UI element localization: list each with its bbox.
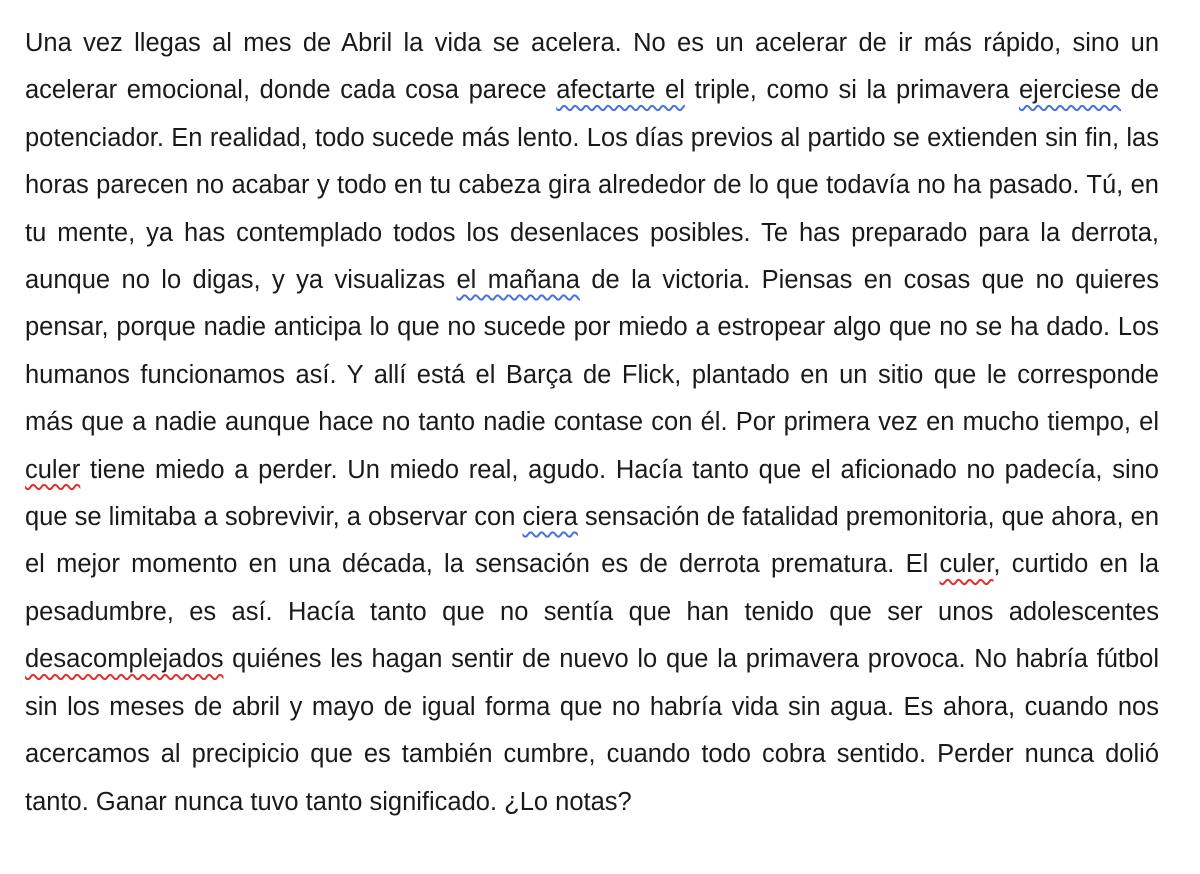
text-run: de potenciador. En realidad, todo sucede más lento. Los días previos al partido se extienden sin fin, las horas parecen no acabar y todo en tu cabeza gira alrededor de lo que todavía no ha pasado. Tú, en tu mente, ya has contemplado todos los desenlaces posibles. Te has preparado para la derrota, aunque no lo digas, y ya visualizas <box>25 76 1160 295</box>
grammar-flag[interactable]: afectarte el <box>556 76 685 105</box>
grammar-flag[interactable]: ejerciese <box>1018 76 1122 105</box>
document-page <box>25 20 1159 826</box>
spelling-flag[interactable]: desacomplejados <box>25 645 224 674</box>
body-paragraph[interactable] <box>25 20 1159 826</box>
spelling-flag[interactable]: culer <box>939 550 994 579</box>
text-run: de la victoria. Piensas en cosas que no quieres pensar, porque nadie anticipa lo que no sucede por miedo a estropear algo que no se ha dado. Los humanos funcionamos así. Y allí está el Barça de Flick, plantado en un sitio que le corresponde más que a nadie aunque hace no tanto nadie contase con él. Por primera vez en mucho tiempo, el <box>25 266 1159 437</box>
grammar-flag[interactable]: el mañana <box>456 266 580 295</box>
text-run: triple, como si la primavera <box>684 76 1019 105</box>
text-run: Una vez llegas al mes de Abril la vida se acelera. No es un acelerar de ir más rápido, sino un acelerar emocional, donde cada cosa parece <box>25 29 1159 105</box>
text-run: quiénes les hagan sentir de nuevo lo que la primavera provoca. No habría fútbol sin los meses de abril y mayo de igual forma que no habría vida sin agua. Es ahora, cuando nos acercamos al precipicio que es también cumbre, cuando todo cobra sentido. Perder nunca dolió tanto. Ganar nunca tuvo tanto significado. ¿Lo notas? <box>25 645 1159 816</box>
text-run: tiene miedo a perder. Un miedo real, agudo. Hacía tanto que el aficionado no padecía, sino que se limitaba a sobrevivir, a observar con <box>25 455 1159 532</box>
spelling-flag[interactable]: culer <box>25 455 81 484</box>
text-run: , curtido en la pesadumbre, es así. Hacía tanto que no sentía que han tenido que ser unos adolescentes <box>25 550 1160 626</box>
grammar-flag[interactable]: ciera <box>522 503 578 532</box>
text-run: sensación de fatalidad premonitoria, que ahora, en el mejor momento en una década, la sensación es de derrota prematura. El <box>25 503 1160 579</box>
